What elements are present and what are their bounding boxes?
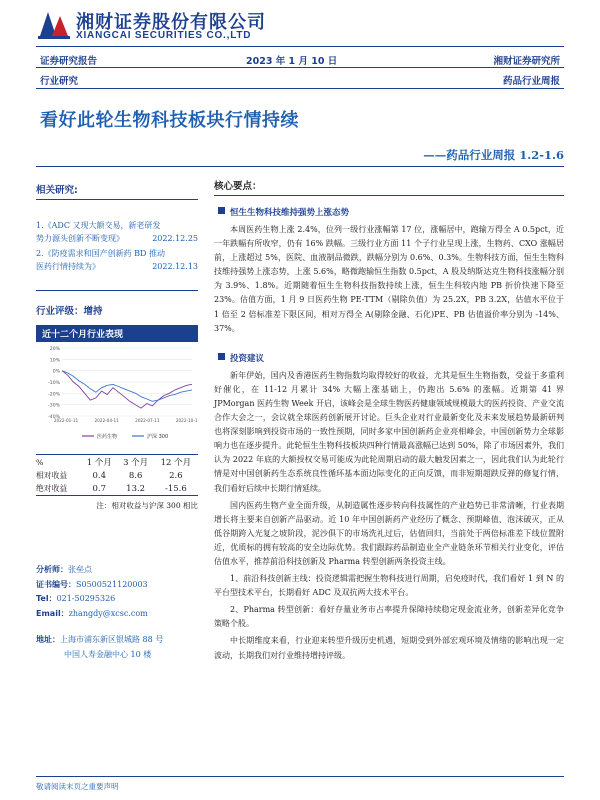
table-cell: 2.6 bbox=[169, 470, 183, 481]
report-series: 药品行业周报 bbox=[502, 76, 560, 87]
section-heading-text: 恒生生物科技维持强势上涨态势 bbox=[230, 208, 350, 218]
sidebar bbox=[36, 182, 198, 662]
related-item-line2: 医药行情持续为》 bbox=[36, 261, 100, 271]
cert-number: S0500521120003 bbox=[76, 579, 148, 589]
section-paragraph: 2、Pharma 转型创新：看好存量业务市占率提升保障持续稳定现金流业务，创新差异化竞争策略个股。 bbox=[214, 605, 564, 629]
row-label: 相对收益 bbox=[36, 471, 68, 480]
section-heading bbox=[214, 206, 564, 218]
report-subtitle: ——药品行业周报 1.2-1.6 bbox=[423, 148, 564, 162]
related-item-line1: 1.《ADC 又现大额交易，新老研发 bbox=[36, 221, 161, 230]
table-cell: 8.6 bbox=[128, 470, 143, 481]
section-heading bbox=[214, 352, 564, 364]
related-item-date: 2022.12.25 bbox=[152, 233, 198, 243]
core-rule bbox=[214, 195, 564, 196]
main-content bbox=[214, 178, 564, 663]
report-date: 2023 年 1 月 10 日 bbox=[246, 56, 338, 67]
related-list bbox=[36, 220, 198, 273]
table-rule-bottom bbox=[36, 495, 198, 496]
institute-name: 湘财证券研究所 bbox=[493, 56, 560, 67]
section-paragraph: 国内医药生物产业全面升级，从制造属性逐步转向科技属性的产业趋势已非常清晰，行业表期增长将主要来自创新产品驱动。近 10 年中国创新药产业经历了概念、预期峰值、泡沫破灭，正从低谷期跨入光复之坡阶段，泥沙俱下的市场洗礼过后，估值回归，当前处于两倍标准差下线位置附近，优质标的拥有较高的安全边际优势。我们跟踪药品制造业全产业链条环节相关行业变化，评估估值水平，推荐前沿科技创新及 Pharma 转型创新两条投资主线。 bbox=[214, 500, 564, 566]
chart-heading: 近十二个月行业表现 bbox=[36, 325, 198, 342]
y-tick-label: -10% bbox=[48, 381, 60, 386]
x-tick-label: 2022-10-11 bbox=[175, 418, 198, 423]
related-item-line2: 势力源头创新不断变现》 bbox=[36, 233, 124, 243]
related-heading: 相关研究: bbox=[36, 185, 78, 196]
legend-label: 沪深 300 bbox=[147, 434, 169, 440]
y-tick-label: 10% bbox=[49, 358, 60, 364]
analyst-name-label: 分析师： bbox=[36, 565, 68, 574]
related-item[interactable] bbox=[36, 248, 198, 273]
table-cell: 0.4 bbox=[92, 470, 107, 481]
report-title: 看好此轮生物科技板块行情持续 bbox=[40, 110, 299, 131]
row-label: 绝对收益 bbox=[36, 484, 68, 493]
y-tick-label: 0% bbox=[52, 369, 60, 375]
table-header: 3 个月 bbox=[123, 458, 149, 468]
section-paragraph: 1、前沿科技创新主线：投资逻辑需把握生物科技进行周期，启免疫时代，我们看好 1 到 N 的平台型技术平台，长期看好 ADC 及双抗两大技术平台。 bbox=[214, 574, 564, 598]
x-tick-label: 2022-01-11 bbox=[53, 418, 79, 423]
analyst-name: 张垒点 bbox=[68, 565, 92, 574]
y-tick-label: -30% bbox=[48, 403, 60, 409]
email-link[interactable]: zhangdy@xcsc.com bbox=[68, 608, 148, 618]
related-item[interactable] bbox=[36, 220, 198, 245]
table-cell: 0.7 bbox=[92, 483, 107, 494]
section-heading-text: 投资建议 bbox=[230, 353, 265, 364]
x-tick-label: 2022-04-11 bbox=[94, 418, 119, 423]
series-line bbox=[62, 371, 192, 402]
table-row bbox=[36, 469, 198, 482]
x-tick-label: 2022-07-11 bbox=[135, 418, 160, 423]
table-cell: -15.6 bbox=[164, 483, 187, 494]
series-line bbox=[62, 371, 192, 408]
table-row bbox=[36, 482, 198, 495]
y-tick-label: 20% bbox=[49, 347, 60, 352]
section-paragraph: 新年伊始，国内及香港医药生物指数均取得较好的收益，尤其是恒生生物指数，受益于多重利好催化，在 11-12 月累计 34% 大幅上涨基础上，仍跑出 5.6% 的涨幅。近期第 41 界 JPMorgan 医药生物 Week 开启，该峰会是全球生物医药健康领域规模最大的医药投资、产业交流合作大会之一，会议就全球医药创新展开讨论。巨头企业对行业最新变化及未来发展趋势最新研判也将深刻影响到投资市场的一致性预期，同时多家中国创新药企业亮相峰会，中国创新势力全球影响力也在逐步提升。此轮恒生生物科技板块四种行情最高涨幅已达到 50%，除了市场因素外，我们认为 2022 年底的大额授权交易可能成为此轮周期启动的最大触发因素之一，因此我们认为此轮行情是对中国创新药生态系统良性循环基本面边际变化的正向反馈，而非短期超跌反弹的修复行情，我们看好后续中长期行情延续。 bbox=[214, 370, 564, 493]
y-tick-label: -40% bbox=[48, 415, 60, 420]
core-points-heading: 核心要点： bbox=[214, 181, 262, 192]
report-category: 行业研究 bbox=[40, 76, 79, 87]
legend-label: 医药生物 bbox=[97, 434, 118, 440]
address-line1: 上海市浦东新区银城路 88 号 bbox=[60, 635, 164, 644]
industry-performance-chart bbox=[36, 342, 198, 446]
cert-label: 证书编号： bbox=[36, 579, 76, 589]
table-header-row bbox=[36, 455, 198, 469]
header-rule-top bbox=[36, 46, 564, 47]
header-rule-mid bbox=[36, 67, 564, 68]
table-header: 12 个月 bbox=[160, 458, 192, 468]
related-rule bbox=[36, 199, 198, 200]
footer-disclaimer[interactable]: 敬请阅读末页之重要声明 bbox=[36, 782, 119, 791]
tel-number: 021-50295326 bbox=[56, 594, 116, 603]
title-rule bbox=[36, 166, 564, 167]
related-item-date: 2022.12.13 bbox=[152, 261, 198, 271]
table-header: 1 个月 bbox=[86, 458, 112, 468]
analyst-info bbox=[36, 563, 198, 662]
footer-rule bbox=[36, 776, 564, 777]
y-tick-label: -20% bbox=[48, 392, 60, 398]
section-paragraph: 本周医药生物上涨 2.4%，位列一级行业涨幅第 17 位，涨幅居中，跑输万得全 A 0.5pct，近一年跌幅有所收窄，仍有 16% 跌幅。三级行业方面 11 个子行业呈现上涨，生物药、CXO 涨幅居前，上涨超过 5%，医院、血液制品微跌，跌幅分别为 0.6%、0.3%。生物科技方面，恒生生物科技维持强势上涨态势，上涨 5.6%，略微跑输恒生指数 0.5pct，A 股及纳斯达克生物科技涨幅分别为 3.9%、1.8%。近期随着恒生生物科技指数持续上涨，恒生生科较内地 PB 折价快速下降至 23%。估值方面，1 月 9 日医药生物 PE-TTM（剔除负值）为 25.2X，PB 3.2X，估值水平位于 1 倍至 2 倍标准差下限区间，相对万得全 A(剔除金融、石化)PE、PB 估值溢价率分别为 -14%、37%。 bbox=[214, 225, 564, 333]
square-bullet-icon bbox=[218, 353, 225, 360]
address-label: 地址： bbox=[36, 635, 60, 644]
company-name-en: XIANGCAI SECURITIES CO.,LTD bbox=[76, 30, 252, 41]
table-cell: 13.2 bbox=[126, 483, 146, 494]
email-label: Email： bbox=[36, 608, 69, 618]
section-paragraph: 中长期维度来看，行业迎来转型升级历史机遇，短期受到外部宏观环境及情绪的影响出现一定波动，长期我们对行业维持增持评级。 bbox=[214, 636, 564, 660]
report-type: 证券研究报告 bbox=[40, 56, 98, 67]
chart-note: 注：相对收益与沪深 300 相比 bbox=[96, 501, 198, 510]
company-logo bbox=[36, 6, 286, 42]
performance-table bbox=[36, 455, 198, 495]
address-line2: 中国人寿金融中心 10 楼 bbox=[64, 649, 152, 659]
tel-label: Tel： bbox=[36, 594, 57, 603]
square-bullet-icon bbox=[218, 207, 225, 214]
company-name-cn: 湘财证券股份有限公司 bbox=[76, 12, 266, 33]
rating-rule-top bbox=[36, 290, 198, 291]
industry-rating: 行业评级：增持 bbox=[36, 306, 103, 317]
header-rule-bottom bbox=[36, 88, 564, 89]
table-header: % bbox=[36, 457, 44, 467]
related-item-line1: 2.《防疫需求和国产创新药 BD 推动 bbox=[36, 249, 166, 258]
company-logo-mark-icon bbox=[36, 6, 72, 40]
